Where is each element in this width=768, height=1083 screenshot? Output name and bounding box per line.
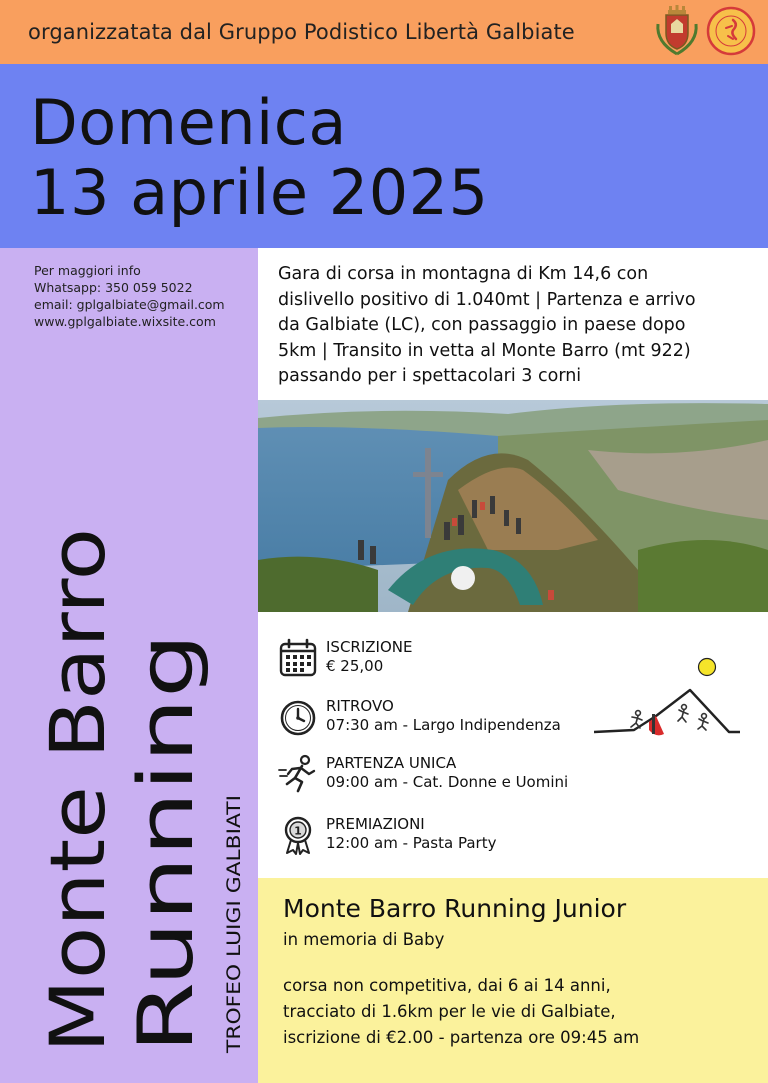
mountain-runners-illustration — [594, 652, 740, 744]
contact-whatsapp: Whatsapp: 350 059 5022 — [34, 280, 193, 295]
contact-website: www.gplgalbiate.wixsite.com — [34, 314, 216, 329]
trophy-name: TROFEO LUIGI GALBIATI — [223, 828, 245, 1053]
description-line: passando per i spettacolari 3 corni — [278, 366, 582, 386]
info-detail: 09:00 am - Cat. Donne e Uomini — [326, 773, 569, 791]
junior-line: tracciato di 1.6km per le vie di Galbiate, — [283, 1002, 616, 1021]
junior-description — [283, 973, 753, 1051]
info-title: PREMIAZIONI — [326, 815, 425, 833]
medal-icon — [278, 815, 318, 855]
organizer-text: organizzatata dal Gruppo Podistico Libertà Galbiate — [28, 20, 575, 44]
event-description — [278, 262, 758, 390]
description-line: dislivello positivo di 1.040mt | Partenza e arrivo — [278, 289, 696, 310]
info-title: PARTENZA UNICA — [326, 754, 457, 772]
junior-subtitle: in memoria di Baby — [283, 930, 445, 949]
info-detail: 07:30 am - Largo Indipendenza — [326, 716, 561, 734]
summit-photo — [258, 400, 768, 612]
contact-email: email: gplgalbiate@gmail.com — [34, 297, 225, 312]
junior-line: corsa non competitiva, dai 6 ai 14 anni, — [283, 976, 611, 995]
contact-heading: Per maggiori info — [34, 263, 141, 278]
description-line: Gara di corsa in montagna di Km 14,6 con — [278, 264, 649, 284]
description-line: 5km | Transito in vetta al Monte Barro (mt 922) — [278, 340, 691, 361]
info-detail: 12:00 am - Pasta Party — [326, 834, 497, 852]
event-date: 13 aprile 2025 — [30, 156, 489, 229]
svg-text:1: 1 — [294, 824, 302, 838]
town-crest-icon — [654, 4, 700, 58]
event-title-line1: Monte Barro — [33, 587, 122, 1053]
info-detail: € 25,00 — [326, 657, 384, 675]
runner-icon — [278, 754, 318, 794]
event-title-line2: Running — [121, 741, 210, 1053]
contact-info — [34, 262, 254, 330]
info-title: ISCRIZIONE — [326, 638, 413, 656]
junior-line: iscrizione di €2.00 - partenza ore 09:45 am — [283, 1028, 640, 1047]
description-line: da Galbiate (LC), con passaggio in paese dopo — [278, 315, 686, 335]
vertical-event-title — [20, 505, 260, 1065]
clock-icon — [278, 697, 318, 737]
junior-title: Monte Barro Running Junior — [283, 894, 627, 923]
calendar-icon — [278, 638, 318, 678]
event-day: Domenica — [30, 86, 347, 159]
club-logo-icon — [706, 6, 756, 56]
info-title: RITROVO — [326, 697, 394, 715]
